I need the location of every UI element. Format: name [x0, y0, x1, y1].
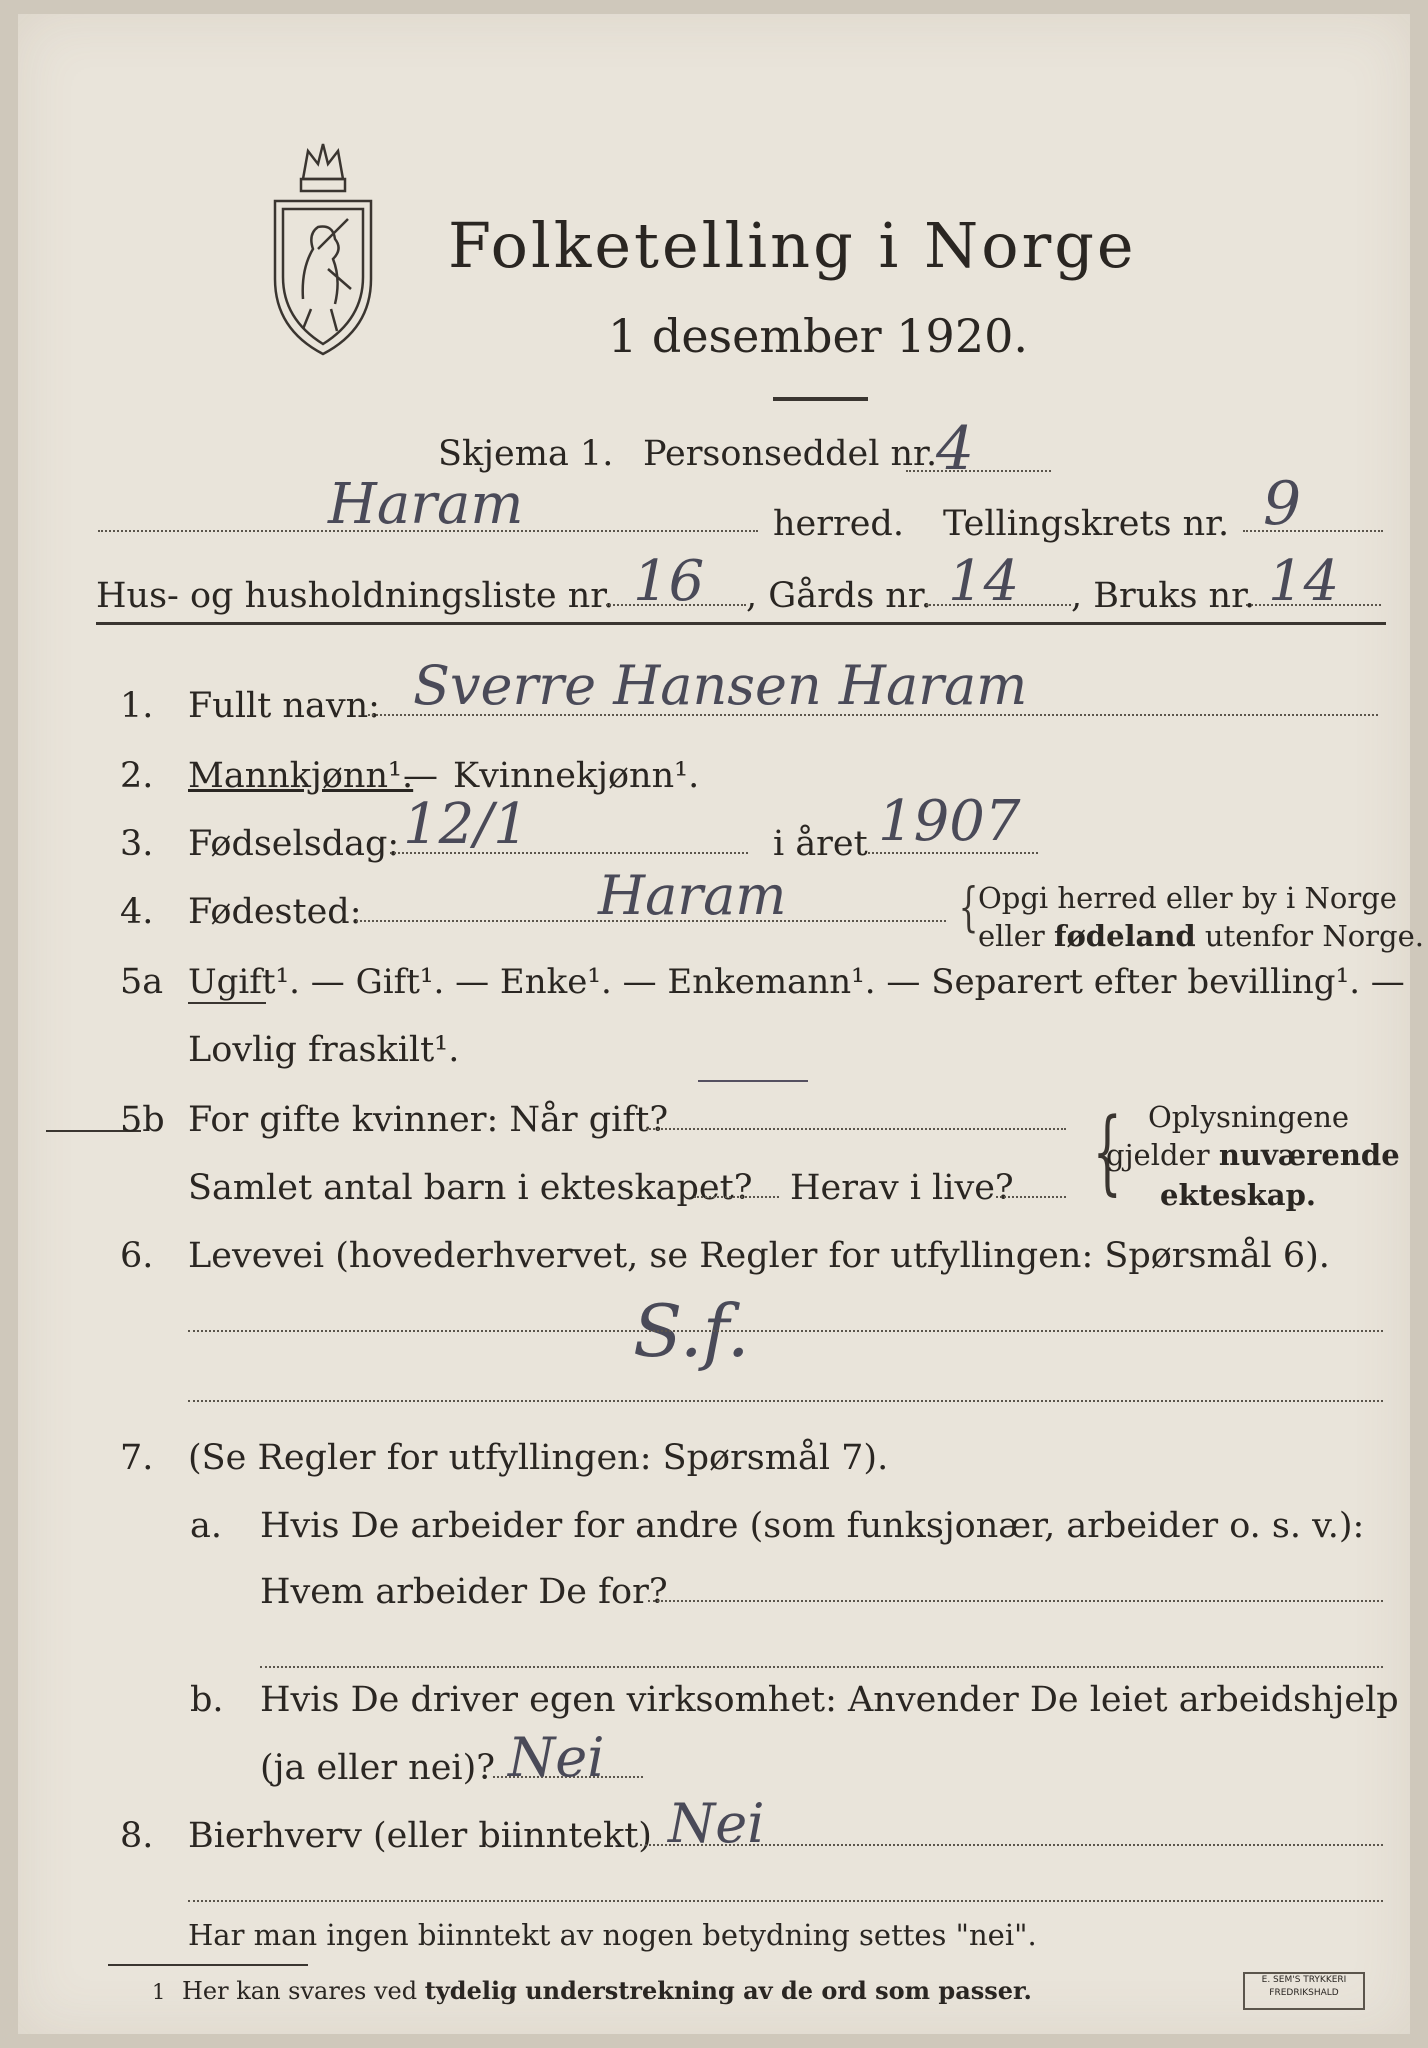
q5a-options-line1: Ugift¹. — Gift¹. — Enke¹. — Enkemann¹. — Separert efter bevilling¹. — — [188, 962, 1405, 1002]
title-divider — [773, 397, 868, 401]
q5b-number: 5b — [120, 1100, 165, 1140]
header-rule — [96, 622, 1386, 625]
footnote-mark: 1 — [152, 1980, 166, 2004]
bruks-label: , Bruks nr. — [1071, 576, 1256, 616]
q1-value: Sverre Hansen Haram — [413, 654, 1028, 717]
footnote-pre: Her kan svares ved — [182, 1977, 418, 2005]
personseddel-label: Personseddel nr. — [643, 434, 938, 474]
q6-field-line-1 — [188, 1330, 1383, 1332]
q7b-line2: (ja eller nei)? — [260, 1748, 496, 1788]
q7-number: 7. — [120, 1438, 154, 1478]
coat-of-arms-icon — [263, 139, 383, 359]
footnote-text — [182, 1976, 1032, 2005]
gards-label: , Gårds nr. — [746, 576, 932, 616]
q6-label: Levevei (hovederhvervet, se Regler for utfyllingen: Spørsmål 6). — [188, 1236, 1330, 1276]
herred-value: Haram — [328, 472, 524, 537]
bruks-value: 14 — [1268, 549, 1340, 614]
printer-line2: FREDRIKSHALD — [1269, 1988, 1339, 1998]
q7a-line2: Hvem arbeider De for? — [260, 1572, 668, 1612]
q6-field-line-2 — [188, 1400, 1383, 1402]
q4-number: 4. — [120, 892, 154, 932]
gards-value: 14 — [948, 549, 1020, 614]
q5b-married-field-line — [646, 1128, 1066, 1130]
printer-stamp — [1243, 1972, 1365, 2010]
q7-label: (Se Regler for utfyllingen: Spørsmål 7). — [188, 1438, 889, 1478]
q8-number: 8. — [120, 1816, 154, 1856]
husliste-value: 16 — [633, 549, 705, 614]
q8-label: Bierhverv (eller biinntekt) — [188, 1816, 652, 1856]
footnote-bold: tydelig understrekning av de ord som passer. — [424, 1976, 1032, 2005]
q2-male-option: Mannkjønn¹. — [188, 756, 414, 796]
q5b-alive-field-line — [996, 1196, 1066, 1198]
biinntekt-note: Har man ingen biinntekt av nogen betydning settes "nei". — [188, 1918, 1037, 1952]
q5b-note2 — [1106, 1138, 1400, 1172]
q5a-number: 5a — [120, 962, 164, 1002]
q5a-ugift-underline — [188, 1002, 266, 1004]
q4-label: Fødested: — [188, 892, 362, 932]
q2-separator: — — [403, 756, 438, 796]
q4-note-line1: Opgi herred eller by i Norge — [978, 881, 1397, 915]
q3-number: 3. — [120, 824, 154, 864]
herred-label: herred. — [773, 504, 904, 544]
q5b-note3: ekteskap. — [1160, 1178, 1316, 1212]
q4-note-line2 — [978, 919, 1424, 953]
q7b-value: Nei — [508, 1726, 605, 1789]
printer-line1: E. SEM'S TRYKKERI — [1261, 1975, 1347, 1985]
tellingskrets-value: 9 — [1263, 469, 1302, 539]
q5b-note2-pre: gjelder — [1106, 1138, 1210, 1172]
q2-female-option: Kvinnekjønn¹. — [453, 756, 700, 796]
q4-value: Haram — [598, 864, 787, 927]
q4-note-line2-pre: eller — [978, 919, 1045, 953]
husliste-label: Hus- og husholdningsliste nr. — [96, 576, 615, 616]
q7a-field-line-2 — [260, 1666, 1383, 1668]
q5b-line2a: Samlet antal barn i ekteskapet? — [188, 1168, 753, 1208]
personseddel-value: 4 — [936, 414, 975, 484]
q5b-note1: Oplysningene — [1148, 1100, 1350, 1134]
form-date: 1 desember 1920. — [608, 309, 1028, 363]
q5b-line1: For gifte kvinner: Når gift? — [188, 1100, 669, 1140]
q5b-brace: { — [1092, 1098, 1122, 1205]
q5b-children-field-line — [694, 1196, 779, 1198]
q7a-field-line-1 — [648, 1600, 1383, 1602]
q1-label: Fullt navn: — [188, 686, 380, 726]
q7b-letter: b. — [190, 1680, 224, 1720]
tellingskrets-label: Tellingskrets nr. — [943, 504, 1230, 544]
q3-year-label: i året — [773, 824, 868, 864]
q3-year-value: 1907 — [878, 789, 1021, 854]
q5b-note2-bold: nuværende — [1218, 1138, 1400, 1172]
q5a-options-line2: Lovlig fraskilt¹. — [188, 1030, 460, 1070]
q5b-dash-mark — [698, 1080, 808, 1082]
form-title: Folketelling i Norge — [448, 209, 1137, 282]
q4-brace: { — [958, 878, 979, 938]
q8-field-line-2 — [188, 1900, 1383, 1902]
q4-note-line2-bold: fødeland — [1053, 919, 1196, 953]
census-form-page — [18, 14, 1424, 2034]
q6-number: 6. — [120, 1236, 154, 1276]
q3-day-value: 12/1 — [403, 792, 529, 857]
q7a-line1: Hvis De arbeider for andre (som funksjonær, arbeider o. s. v.): — [260, 1506, 1365, 1546]
q5b-line2b: Herav i live? — [790, 1168, 1014, 1208]
q7a-letter: a. — [190, 1506, 222, 1546]
personseddel-field-line — [906, 470, 1051, 472]
q7b-line1: Hvis De driver egen virksomhet: Anvender De leiet arbeidshjelp — [260, 1680, 1399, 1720]
q1-number: 1. — [120, 686, 154, 726]
skjema-label: Skjema 1. — [438, 434, 614, 474]
q2-number: 2. — [120, 756, 154, 796]
footnote-rule — [108, 1964, 308, 1966]
q3-label: Fødselsdag: — [188, 824, 400, 864]
q6-value: S.f. — [633, 1289, 750, 1373]
q8-value: Nei — [668, 1792, 765, 1855]
q4-note-line2-post: utenfor Norge. — [1204, 919, 1424, 953]
